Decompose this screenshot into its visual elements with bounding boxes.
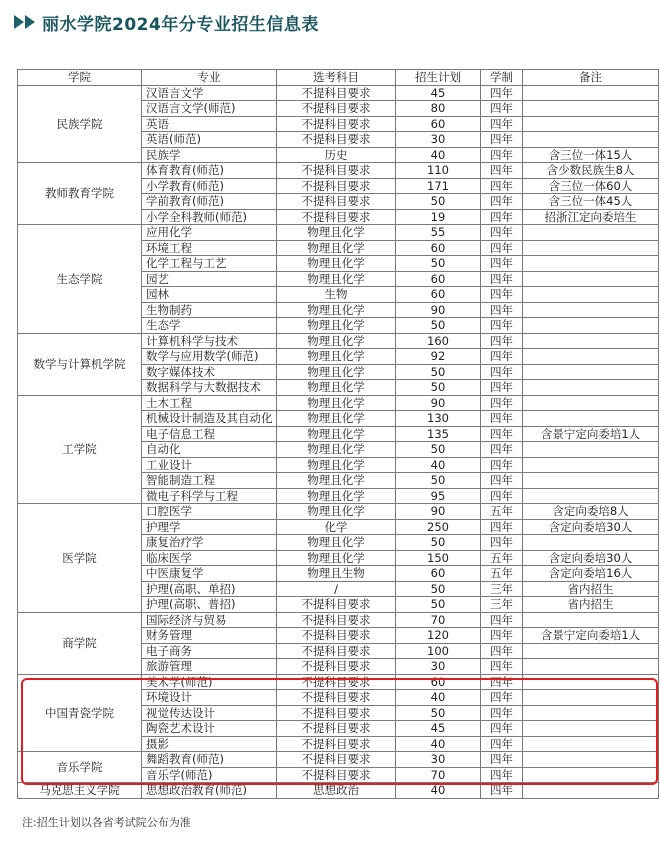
plan-cell: 45 (396, 85, 481, 101)
subject-cell: 不提科目要求 (277, 612, 396, 628)
years-cell: 四年 (481, 194, 523, 210)
plan-cell: 80 (396, 101, 481, 117)
subject-cell: 不提科目要求 (277, 194, 396, 210)
major-cell: 数据科学与大数据技术 (142, 380, 277, 396)
major-cell: 中医康复学 (142, 566, 277, 582)
major-cell: 英语(师范) (142, 132, 277, 148)
years-cell: 三年 (481, 581, 523, 597)
subject-cell: 不提科目要求 (277, 132, 396, 148)
college-cell: 工学院 (18, 395, 142, 504)
note-cell (523, 736, 659, 752)
major-cell: 国际经济与贸易 (142, 612, 277, 628)
college-cell: 医学院 (18, 504, 142, 613)
plan-cell: 160 (396, 333, 481, 349)
header-plan: 招生计划 (396, 70, 481, 86)
table-header-row (18, 70, 659, 86)
years-cell: 四年 (481, 705, 523, 721)
major-cell: 计算机科学与技术 (142, 333, 277, 349)
note-cell (523, 240, 659, 256)
plan-cell: 70 (396, 767, 481, 783)
footnote: 注:招生计划以各省考试院公布为准 (22, 816, 191, 829)
subject-cell: 不提科目要求 (277, 721, 396, 737)
major-cell: 临床医学 (142, 550, 277, 566)
years-cell: 四年 (481, 333, 523, 349)
years-cell: 四年 (481, 302, 523, 318)
plan-cell: 50 (396, 473, 481, 489)
plan-cell: 130 (396, 411, 481, 427)
subject-cell: 物理且化学 (277, 395, 396, 411)
years-cell: 四年 (481, 395, 523, 411)
double-triangle-icon (14, 15, 36, 29)
college-cell: 马克思主义学院 (18, 783, 142, 799)
years-cell: 四年 (481, 163, 523, 179)
major-cell: 土木工程 (142, 395, 277, 411)
note-cell (523, 132, 659, 148)
table-row (18, 225, 659, 241)
note-cell (523, 256, 659, 272)
subject-cell: 不提科目要求 (277, 628, 396, 644)
major-cell: 数学与应用数学(师范) (142, 349, 277, 365)
plan-cell: 150 (396, 550, 481, 566)
subject-cell: 物理且化学 (277, 364, 396, 380)
major-cell: 微电子科学与工程 (142, 488, 277, 504)
subject-cell: 生物 (277, 287, 396, 303)
subject-cell: 物理且化学 (277, 550, 396, 566)
years-cell: 四年 (481, 364, 523, 380)
note-cell (523, 442, 659, 458)
subject-cell: 物理且化学 (277, 225, 396, 241)
plan-cell: 50 (396, 442, 481, 458)
plan-cell: 250 (396, 519, 481, 535)
years-cell: 四年 (481, 225, 523, 241)
plan-cell: 30 (396, 659, 481, 675)
years-cell: 四年 (481, 519, 523, 535)
plan-cell: 90 (396, 302, 481, 318)
note-cell (523, 349, 659, 365)
note-cell (523, 767, 659, 783)
subject-cell: 物理且化学 (277, 488, 396, 504)
years-cell: 五年 (481, 566, 523, 582)
years-cell: 四年 (481, 287, 523, 303)
major-cell: 学前教育(师范) (142, 194, 277, 210)
plan-cell: 60 (396, 240, 481, 256)
years-cell: 四年 (481, 736, 523, 752)
years-cell: 四年 (481, 116, 523, 132)
subject-cell: 物理且化学 (277, 457, 396, 473)
note-cell (523, 225, 659, 241)
note-cell (523, 287, 659, 303)
major-cell: 化学工程与工艺 (142, 256, 277, 272)
note-cell: 含定向委培16人 (523, 566, 659, 582)
years-cell: 四年 (481, 612, 523, 628)
page-title-bar (14, 8, 319, 36)
years-cell: 四年 (481, 147, 523, 163)
major-cell: 环境工程 (142, 240, 277, 256)
note-cell (523, 473, 659, 489)
years-cell: 四年 (481, 85, 523, 101)
major-cell: 思想政治教育(师范) (142, 783, 277, 799)
years-cell: 四年 (481, 767, 523, 783)
note-cell (523, 705, 659, 721)
table-row (18, 85, 659, 101)
years-cell: 四年 (481, 411, 523, 427)
table-row (18, 163, 659, 179)
table-row (18, 752, 659, 768)
years-cell: 四年 (481, 721, 523, 737)
plan-cell: 60 (396, 287, 481, 303)
college-cell: 生态学院 (18, 225, 142, 334)
years-cell: 四年 (481, 783, 523, 799)
major-cell: 汉语言文学(师范) (142, 101, 277, 117)
years-cell: 四年 (481, 240, 523, 256)
college-cell: 数学与计算机学院 (18, 333, 142, 395)
college-cell: 商学院 (18, 612, 142, 674)
note-cell (523, 612, 659, 628)
note-cell: 省内招生 (523, 597, 659, 613)
major-cell: 工业设计 (142, 457, 277, 473)
plan-cell: 60 (396, 271, 481, 287)
major-cell: 园林 (142, 287, 277, 303)
subject-cell: 思想政治 (277, 783, 396, 799)
subject-cell: 物理且生物 (277, 566, 396, 582)
subject-cell: 物理且化学 (277, 318, 396, 334)
plan-cell: 92 (396, 349, 481, 365)
major-cell: 汉语言文学 (142, 85, 277, 101)
subject-cell: 物理且化学 (277, 426, 396, 442)
plan-cell: 50 (396, 256, 481, 272)
years-cell: 四年 (481, 101, 523, 117)
note-cell: 含定向委培30人 (523, 519, 659, 535)
years-cell: 四年 (481, 535, 523, 551)
subject-cell: 物理且化学 (277, 380, 396, 396)
subject-cell: 化学 (277, 519, 396, 535)
note-cell (523, 85, 659, 101)
header-major: 专业 (142, 70, 277, 86)
plan-cell: 50 (396, 535, 481, 551)
plan-cell: 50 (396, 318, 481, 334)
subject-cell: 不提科目要求 (277, 163, 396, 179)
table-row (18, 674, 659, 690)
note-cell: 含景宁定向委培1人 (523, 426, 659, 442)
major-cell: 生物制药 (142, 302, 277, 318)
note-cell (523, 302, 659, 318)
years-cell: 四年 (481, 752, 523, 768)
table-row (18, 333, 659, 349)
years-cell: 四年 (481, 426, 523, 442)
subject-cell: 不提科目要求 (277, 736, 396, 752)
plan-cell: 120 (396, 628, 481, 644)
major-cell: 舞蹈教育(师范) (142, 752, 277, 768)
note-cell (523, 659, 659, 675)
major-cell: 生态学 (142, 318, 277, 334)
plan-cell: 45 (396, 721, 481, 737)
subject-cell: 不提科目要求 (277, 116, 396, 132)
note-cell (523, 364, 659, 380)
subject-cell: 不提科目要求 (277, 690, 396, 706)
note-cell (523, 783, 659, 799)
note-cell (523, 116, 659, 132)
admission-table (17, 69, 659, 799)
major-cell: 音乐学(师范) (142, 767, 277, 783)
note-cell (523, 721, 659, 737)
plan-cell: 60 (396, 566, 481, 582)
major-cell: 机械设计制造及其自动化 (142, 411, 277, 427)
years-cell: 四年 (481, 256, 523, 272)
years-cell: 四年 (481, 488, 523, 504)
major-cell: 应用化学 (142, 225, 277, 241)
note-cell (523, 380, 659, 396)
college-cell: 音乐学院 (18, 752, 142, 783)
years-cell: 四年 (481, 690, 523, 706)
plan-cell: 40 (396, 147, 481, 163)
major-cell: 小学全科教师(师范) (142, 209, 277, 225)
subject-cell: / (277, 581, 396, 597)
plan-cell: 60 (396, 674, 481, 690)
plan-cell: 50 (396, 581, 481, 597)
subject-cell: 物理且化学 (277, 349, 396, 365)
plan-cell: 50 (396, 194, 481, 210)
years-cell: 四年 (481, 132, 523, 148)
plan-cell: 55 (396, 225, 481, 241)
major-cell: 旅游管理 (142, 659, 277, 675)
plan-cell: 40 (396, 457, 481, 473)
subject-cell: 不提科目要求 (277, 674, 396, 690)
note-cell (523, 271, 659, 287)
plan-cell: 30 (396, 132, 481, 148)
subject-cell: 物理且化学 (277, 271, 396, 287)
years-cell: 四年 (481, 659, 523, 675)
note-cell: 含三位一体45人 (523, 194, 659, 210)
subject-cell: 不提科目要求 (277, 178, 396, 194)
plan-cell: 90 (396, 395, 481, 411)
years-cell: 四年 (481, 349, 523, 365)
header-years: 学制 (481, 70, 523, 86)
plan-cell: 171 (396, 178, 481, 194)
major-cell: 视觉传达设计 (142, 705, 277, 721)
plan-cell: 30 (396, 752, 481, 768)
major-cell: 财务管理 (142, 628, 277, 644)
plan-cell: 90 (396, 504, 481, 520)
note-cell (523, 457, 659, 473)
subject-cell: 不提科目要求 (277, 659, 396, 675)
major-cell: 电子信息工程 (142, 426, 277, 442)
note-cell: 含定向委培8人 (523, 504, 659, 520)
note-cell: 招浙江定向委培生 (523, 209, 659, 225)
subject-cell: 物理且化学 (277, 442, 396, 458)
major-cell: 口腔医学 (142, 504, 277, 520)
major-cell: 小学教育(师范) (142, 178, 277, 194)
subject-cell: 不提科目要求 (277, 85, 396, 101)
subject-cell: 不提科目要求 (277, 643, 396, 659)
major-cell: 智能制造工程 (142, 473, 277, 489)
years-cell: 四年 (481, 178, 523, 194)
years-cell: 四年 (481, 209, 523, 225)
header-college: 学院 (18, 70, 142, 86)
major-cell: 康复治疗学 (142, 535, 277, 551)
plan-cell: 100 (396, 643, 481, 659)
header-subject: 选考科目 (277, 70, 396, 86)
subject-cell: 不提科目要求 (277, 705, 396, 721)
table-row (18, 504, 659, 520)
header-note: 备注 (523, 70, 659, 86)
subject-cell: 不提科目要求 (277, 209, 396, 225)
note-cell (523, 411, 659, 427)
plan-cell: 50 (396, 380, 481, 396)
plan-cell: 70 (396, 612, 481, 628)
major-cell: 陶瓷艺术设计 (142, 721, 277, 737)
years-cell: 五年 (481, 504, 523, 520)
plan-cell: 95 (396, 488, 481, 504)
subject-cell: 不提科目要求 (277, 767, 396, 783)
plan-cell: 60 (396, 116, 481, 132)
plan-cell: 19 (396, 209, 481, 225)
note-cell (523, 752, 659, 768)
major-cell: 电子商务 (142, 643, 277, 659)
subject-cell: 物理且化学 (277, 411, 396, 427)
major-cell: 数字媒体技术 (142, 364, 277, 380)
table-body (18, 85, 659, 798)
major-cell: 英语 (142, 116, 277, 132)
major-cell: 摄影 (142, 736, 277, 752)
subject-cell: 不提科目要求 (277, 752, 396, 768)
years-cell: 五年 (481, 550, 523, 566)
subject-cell: 物理且化学 (277, 535, 396, 551)
plan-cell: 50 (396, 364, 481, 380)
table-row (18, 783, 659, 799)
note-cell (523, 690, 659, 706)
years-cell: 四年 (481, 442, 523, 458)
subject-cell: 物理且化学 (277, 302, 396, 318)
plan-cell: 50 (396, 597, 481, 613)
note-cell (523, 395, 659, 411)
note-cell (523, 488, 659, 504)
years-cell: 四年 (481, 457, 523, 473)
note-cell: 含三位一体60人 (523, 178, 659, 194)
note-cell (523, 674, 659, 690)
subject-cell: 不提科目要求 (277, 597, 396, 613)
years-cell: 四年 (481, 674, 523, 690)
major-cell: 环境设计 (142, 690, 277, 706)
note-cell: 含三位一体15人 (523, 147, 659, 163)
major-cell: 自动化 (142, 442, 277, 458)
note-cell: 含少数民族生8人 (523, 163, 659, 179)
subject-cell: 物理且化学 (277, 333, 396, 349)
note-cell (523, 643, 659, 659)
years-cell: 四年 (481, 473, 523, 489)
plan-cell: 135 (396, 426, 481, 442)
subject-cell: 不提科目要求 (277, 101, 396, 117)
plan-cell: 40 (396, 690, 481, 706)
years-cell: 四年 (481, 318, 523, 334)
major-cell: 园艺 (142, 271, 277, 287)
note-cell (523, 318, 659, 334)
years-cell: 四年 (481, 628, 523, 644)
note-cell (523, 333, 659, 349)
note-cell (523, 101, 659, 117)
major-cell: 护理(高职、单招) (142, 581, 277, 597)
subject-cell: 物理且化学 (277, 256, 396, 272)
years-cell: 四年 (481, 643, 523, 659)
college-cell: 中国青瓷学院 (18, 674, 142, 752)
note-cell: 含定向委培30人 (523, 550, 659, 566)
major-cell: 体育教育(师范) (142, 163, 277, 179)
page-title: 丽水学院2024年分专业招生信息表 (42, 14, 319, 35)
subject-cell: 物理且化学 (277, 240, 396, 256)
college-cell: 民族学院 (18, 85, 142, 163)
plan-cell: 40 (396, 783, 481, 799)
major-cell: 美术学(师范) (142, 674, 277, 690)
table-row (18, 612, 659, 628)
years-cell: 四年 (481, 380, 523, 396)
college-cell: 教师教育学院 (18, 163, 142, 225)
subject-cell: 物理且化学 (277, 473, 396, 489)
subject-cell: 历史 (277, 147, 396, 163)
years-cell: 四年 (481, 271, 523, 287)
years-cell: 三年 (481, 597, 523, 613)
note-cell (523, 535, 659, 551)
subject-cell: 物理且化学 (277, 504, 396, 520)
plan-cell: 50 (396, 705, 481, 721)
major-cell: 护理学 (142, 519, 277, 535)
plan-cell: 110 (396, 163, 481, 179)
major-cell: 民族学 (142, 147, 277, 163)
note-cell: 省内招生 (523, 581, 659, 597)
note-cell: 含景宁定向委培1人 (523, 628, 659, 644)
major-cell: 护理(高职、普招) (142, 597, 277, 613)
table-row (18, 395, 659, 411)
plan-cell: 40 (396, 736, 481, 752)
